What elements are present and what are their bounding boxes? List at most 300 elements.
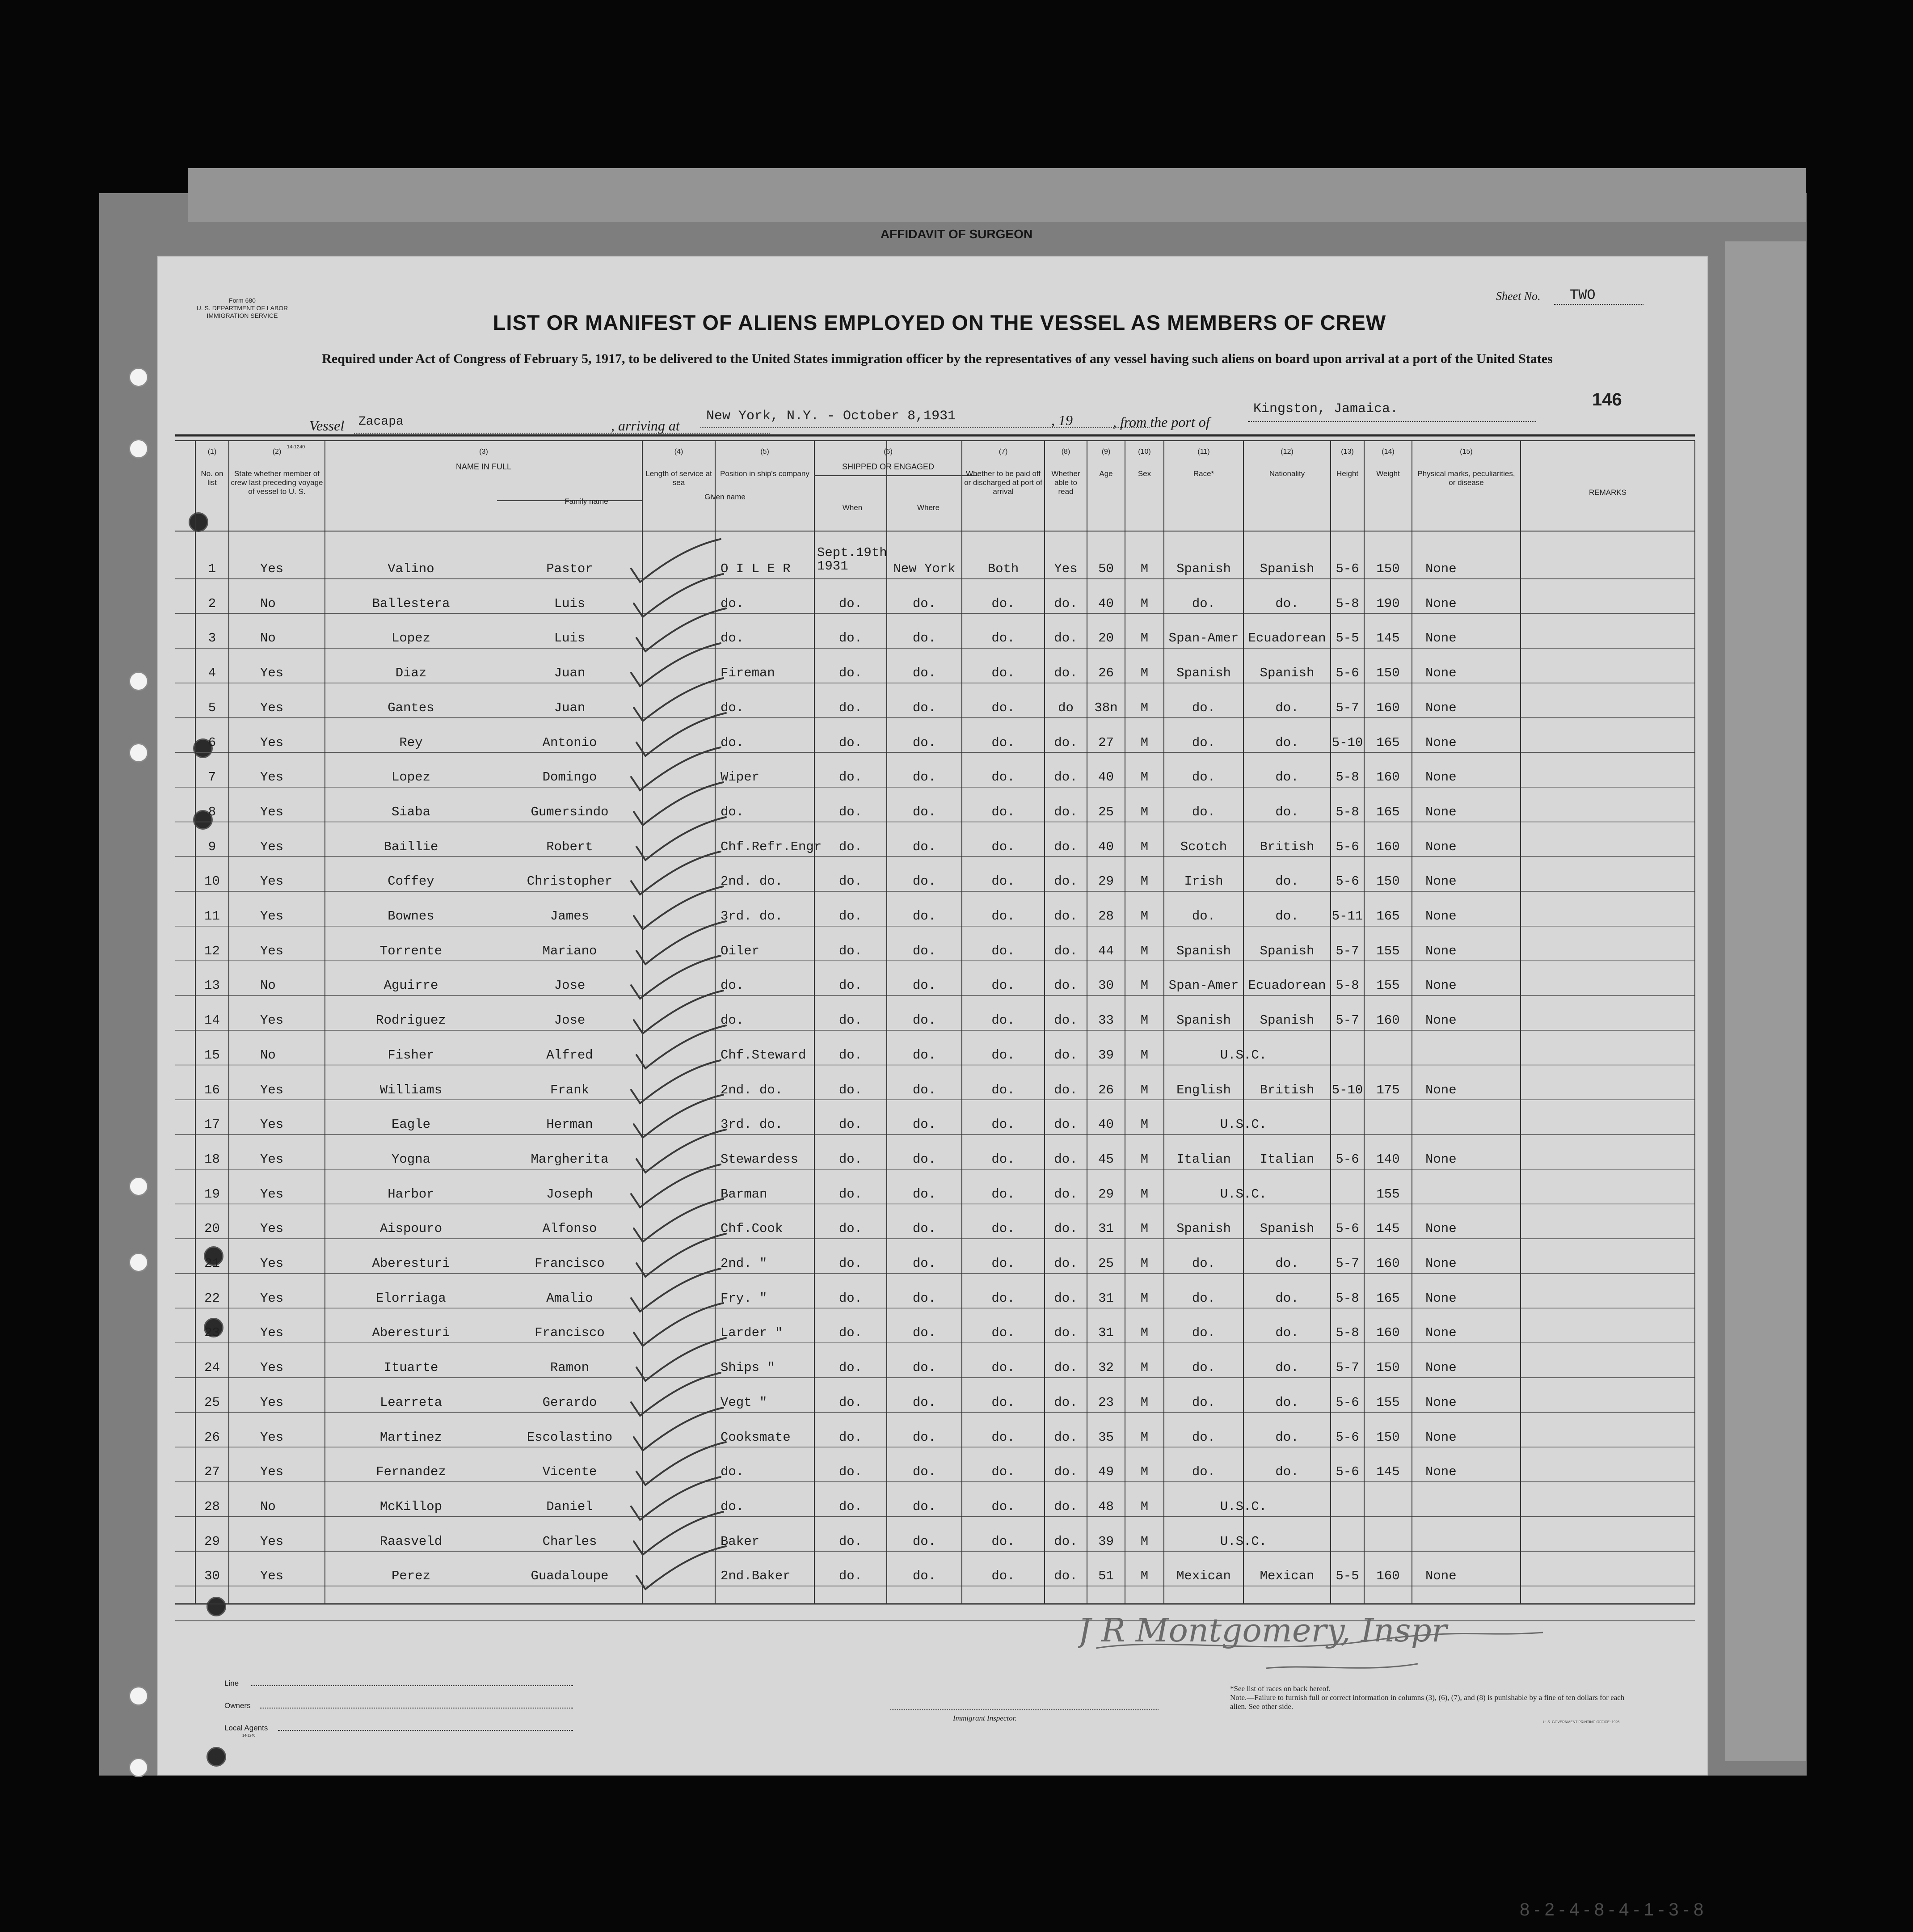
cell-weight: 150 <box>1376 874 1400 889</box>
cell-paid: do. <box>991 1082 1015 1097</box>
column-heading: State whether member of crew last preceding voyage of vessel to U. S. <box>231 469 323 496</box>
cell-where: do. <box>912 1047 936 1063</box>
cell-sex: M <box>1140 735 1149 750</box>
cell-height: 5-6 <box>1336 666 1359 681</box>
cell-race: do. <box>1192 1325 1216 1341</box>
cell-race: do. <box>1192 700 1216 715</box>
service-check-mark <box>628 1544 735 1598</box>
cell-sex: M <box>1140 1256 1149 1271</box>
cell-paid: do. <box>991 1047 1015 1063</box>
cell-given: Robert <box>546 839 593 854</box>
page-number: 146 <box>1592 390 1622 409</box>
cell-prev: Yes <box>260 1186 284 1202</box>
cell-where: do. <box>912 1360 936 1375</box>
cell-prev: Yes <box>260 1325 284 1341</box>
cell-sex: M <box>1140 909 1149 924</box>
manifest-title: LIST OR MANIFEST OF ALIENS EMPLOYED ON THE VESSEL AS MEMBERS OF CREW <box>493 311 1386 334</box>
cell-where: do. <box>912 943 936 958</box>
column-heading: SHIPPED OR ENGAGED <box>842 462 935 471</box>
cell-height: 5-11 <box>1332 909 1363 924</box>
cell-when: do. <box>839 839 863 854</box>
cell-nat: do. <box>1275 1291 1299 1306</box>
cell-when: do. <box>839 1534 863 1549</box>
cell-family: Aberesturi <box>372 1256 450 1271</box>
cell-pos: Fireman <box>721 666 775 681</box>
cell-pos: Fry. " <box>721 1291 767 1306</box>
binder-hole <box>129 671 148 691</box>
cell-weight: 150 <box>1376 561 1400 576</box>
form-identifier <box>193 297 291 320</box>
cell-age: 49 <box>1098 1464 1114 1480</box>
cell-family: Aberesturi <box>372 1325 450 1341</box>
cell-given: Mariano <box>542 943 597 958</box>
cell-family: Raasveld <box>379 1534 442 1549</box>
cell-no: 4 <box>208 666 216 681</box>
cell-age: 23 <box>1098 1395 1114 1410</box>
cell-prev: Yes <box>260 804 284 819</box>
cell-prev: Yes <box>260 1464 284 1480</box>
cell-given: Juan <box>554 666 586 681</box>
cell-race: U.S.C. <box>1220 1047 1267 1063</box>
cell-prev: Yes <box>260 943 284 958</box>
cell-weight: 165 <box>1376 909 1400 924</box>
cell-family: McKillop <box>379 1499 442 1514</box>
back-sheet-right-edge <box>1725 241 1806 1761</box>
cell-sex: M <box>1140 1013 1149 1028</box>
cell-family: Coffey <box>388 874 434 889</box>
cell-paid: do. <box>991 1291 1015 1306</box>
cell-age: 29 <box>1098 874 1114 889</box>
cell-race: Span-Amer <box>1168 978 1239 993</box>
cell-pos: Cooksmate <box>721 1430 791 1445</box>
cell-where: do. <box>912 1117 936 1132</box>
cell-family: Rodriguez <box>376 1013 446 1028</box>
manifest-subtitle: Required under Act of Congress of February 5, 1917, to be delivered to the United States immigration officer by the representatives of any vessel having such aliens on board upon arrival at a port of the United States <box>322 351 1553 366</box>
cell-paid: do. <box>991 735 1015 750</box>
cell-nat: do. <box>1275 770 1299 785</box>
race-note: *See list of races on back hereof. <box>1230 1684 1331 1693</box>
cell-paid: do. <box>991 909 1015 924</box>
cell-pos: 3rd. do. <box>721 909 783 924</box>
department: U. S. DEPARTMENT OF LABOR <box>196 304 288 312</box>
binder-hole <box>129 367 148 387</box>
cell-race: Irish <box>1184 874 1223 889</box>
cell-age: 39 <box>1098 1047 1114 1063</box>
cell-weight: 160 <box>1376 770 1400 785</box>
cell-read: do. <box>1054 839 1078 854</box>
cell-weight: 175 <box>1376 1082 1400 1097</box>
cell-age: 33 <box>1098 1013 1114 1028</box>
cell-height: 5-5 <box>1336 1569 1359 1584</box>
cell-family: Ballestera <box>372 596 450 611</box>
binder-hole <box>206 1597 226 1616</box>
when-subhead: When <box>842 503 863 512</box>
cell-read: do. <box>1054 735 1078 750</box>
cell-family: Fernandez <box>376 1464 446 1480</box>
cell-height: 5-8 <box>1336 596 1359 611</box>
column-number: (6) <box>884 448 893 456</box>
cell-no: 26 <box>204 1430 220 1445</box>
cell-where: do. <box>912 839 936 854</box>
cell-given: Francisco <box>535 1256 605 1271</box>
cell-height: 5-6 <box>1336 1464 1359 1480</box>
cell-nat: Spanish <box>1260 943 1315 958</box>
cell-read: do. <box>1054 1464 1078 1480</box>
cell-height: 5-5 <box>1336 631 1359 646</box>
cell-race: English <box>1176 1082 1231 1097</box>
back-sheet-top-edge <box>188 168 1806 222</box>
cell-paid: do. <box>991 1395 1015 1410</box>
cell-sex: M <box>1140 1395 1149 1410</box>
cell-weight: 160 <box>1376 1569 1400 1584</box>
cell-paid: do. <box>991 1534 1015 1549</box>
cell-pos: Wiper <box>721 770 760 785</box>
cell-marks: None <box>1425 666 1457 681</box>
cell-given: Vicente <box>542 1464 597 1480</box>
cell-where: do. <box>912 735 936 750</box>
cell-no: 9 <box>208 839 216 854</box>
cell-read: do. <box>1054 1569 1078 1584</box>
cell-prev: Yes <box>260 909 284 924</box>
cell-race: do. <box>1192 1430 1216 1445</box>
cell-no: 7 <box>208 770 216 785</box>
cell-where: do. <box>912 1186 936 1202</box>
cell-marks: None <box>1425 839 1457 854</box>
cell-given: Amalio <box>546 1291 593 1306</box>
cell-age: 25 <box>1098 1256 1114 1271</box>
cell-when: do. <box>839 1047 863 1063</box>
cell-when: do. <box>839 1117 863 1132</box>
cell-no: 10 <box>204 874 220 889</box>
cell-when: do. <box>839 1430 863 1445</box>
cell-height: 5-6 <box>1336 1430 1359 1445</box>
cell-weight: 155 <box>1376 1186 1400 1202</box>
cell-family: Fisher <box>388 1047 434 1063</box>
cell-sex: M <box>1140 1360 1149 1375</box>
cell-read: do. <box>1054 1221 1078 1236</box>
cell-sex: M <box>1140 1186 1149 1202</box>
column-number: (1) <box>207 448 217 456</box>
cell-marks: None <box>1425 943 1457 958</box>
cell-paid: do. <box>991 700 1015 715</box>
column-number: (14) <box>1382 448 1395 456</box>
cell-no: 27 <box>204 1464 220 1480</box>
cell-read: do. <box>1054 1395 1078 1410</box>
cell-no: 13 <box>204 978 220 993</box>
sheet-number-label: Sheet No. <box>1496 290 1541 303</box>
cell-no: 2 <box>208 596 216 611</box>
cell-nat: do. <box>1275 874 1299 889</box>
local-agents-label: Local Agents <box>224 1724 268 1732</box>
cell-family: Lopez <box>391 770 430 785</box>
cell-age: 50 <box>1098 561 1114 576</box>
cell-when: do. <box>839 1464 863 1480</box>
cell-when: do. <box>839 1499 863 1514</box>
cell-nat: do. <box>1275 596 1299 611</box>
cell-sex: M <box>1140 978 1149 993</box>
cell-age: 48 <box>1098 1499 1114 1514</box>
cell-weight: 160 <box>1376 839 1400 854</box>
cell-family: Diaz <box>395 666 427 681</box>
cell-where: do. <box>912 1534 936 1549</box>
cell-where: do. <box>912 1221 936 1236</box>
cell-when: do. <box>839 700 863 715</box>
given-name-subhead: Given name <box>704 493 746 501</box>
cell-race: Scotch <box>1180 839 1227 854</box>
cell-where: do. <box>912 666 936 681</box>
cell-sex: M <box>1140 596 1149 611</box>
cell-read: do. <box>1054 804 1078 819</box>
cell-read: do. <box>1054 1047 1078 1063</box>
penalty-note: Note.—Failure to furnish full or correct information in columns (3), (6), (7), and (8) is punishable by a fine of ten dollars for each alien. See other side. <box>1230 1693 1625 1711</box>
cell-given: Jose <box>554 978 586 993</box>
signature-name: J R Montgomery, Inspr <box>1078 1611 1447 1649</box>
cell-weight: 155 <box>1376 943 1400 958</box>
cell-where: do. <box>912 1082 936 1097</box>
cell-family: Learreta <box>379 1395 442 1410</box>
cell-marks: None <box>1425 700 1457 715</box>
cell-read: do. <box>1054 1499 1078 1514</box>
cell-given: Margherita <box>531 1152 609 1167</box>
cell-race: U.S.C. <box>1220 1534 1267 1549</box>
cell-nat: Spanish <box>1260 666 1315 681</box>
cell-no: 18 <box>204 1152 220 1167</box>
cell-marks: None <box>1425 1256 1457 1271</box>
local-agents-field <box>278 1730 573 1731</box>
cell-nat: British <box>1260 1082 1315 1097</box>
cell-family: Gantes <box>388 700 434 715</box>
cell-prev: Yes <box>260 1256 284 1271</box>
cell-pos: 3rd. do. <box>721 1117 783 1132</box>
cell-race: Spanish <box>1176 561 1231 576</box>
cell-read: do <box>1058 700 1074 715</box>
cell-weight: 145 <box>1376 631 1400 646</box>
cell-height: 5-6 <box>1336 1395 1359 1410</box>
cell-when: do. <box>839 1013 863 1028</box>
cell-read: do. <box>1054 1291 1078 1306</box>
family-name-subhead: Family name <box>565 497 608 506</box>
cell-prev: Yes <box>260 1395 284 1410</box>
cell-read: do. <box>1054 1325 1078 1341</box>
cell-given: Alfonso <box>542 1221 597 1236</box>
cell-given: Guadaloupe <box>531 1569 609 1584</box>
cell-no: 22 <box>204 1291 220 1306</box>
cell-family: Siaba <box>391 804 430 819</box>
cell-no: 11 <box>204 909 220 924</box>
cell-weight: 150 <box>1376 666 1400 681</box>
cell-paid: do. <box>991 804 1015 819</box>
manifest-sheet <box>157 256 1708 1776</box>
cell-nat: do. <box>1275 735 1299 750</box>
cell-weight: 145 <box>1376 1464 1400 1480</box>
cell-nat: British <box>1260 839 1315 854</box>
cell-nat: do. <box>1275 1464 1299 1480</box>
cell-read: do. <box>1054 978 1078 993</box>
column-heading: Nationality <box>1269 469 1305 478</box>
cell-age: 27 <box>1098 735 1114 750</box>
cell-family: Martinez <box>379 1430 442 1445</box>
cell-nat: do. <box>1275 804 1299 819</box>
cell-read: do. <box>1054 631 1078 646</box>
cell-family: Williams <box>379 1082 442 1097</box>
cell-nat: do. <box>1275 909 1299 924</box>
cell-pos: Stewardess <box>721 1152 799 1167</box>
cell-when: do. <box>839 1082 863 1097</box>
cell-race: do. <box>1192 909 1216 924</box>
from-port-label: , from the port of <box>1113 414 1210 430</box>
cell-race: Spanish <box>1176 666 1231 681</box>
cell-paid: do. <box>991 1360 1015 1375</box>
cell-age: 29 <box>1098 1186 1114 1202</box>
cell-sex: M <box>1140 1291 1149 1306</box>
service: IMMIGRATION SERVICE <box>206 312 278 319</box>
cell-given: Pastor <box>546 561 593 576</box>
cell-age: 20 <box>1098 631 1114 646</box>
cell-height: 5-7 <box>1336 1256 1359 1271</box>
cell-where: do. <box>912 1291 936 1306</box>
cell-no: 6 <box>208 735 216 750</box>
cell-race: do. <box>1192 804 1216 819</box>
cell-marks: None <box>1425 804 1457 819</box>
cell-family: Yogna <box>391 1152 430 1167</box>
cell-family: Perez <box>391 1569 430 1584</box>
arriving-port-date: New York, N.Y. - October 8,1931 <box>706 409 956 424</box>
cell-read: do. <box>1054 596 1078 611</box>
cell-nat: do. <box>1275 1325 1299 1341</box>
cell-sex: M <box>1140 1325 1149 1341</box>
cell-age: 26 <box>1098 666 1114 681</box>
cell-sex: M <box>1140 666 1149 681</box>
cell-marks: None <box>1425 770 1457 785</box>
cell-paid: do. <box>991 1256 1015 1271</box>
cell-paid: do. <box>991 596 1015 611</box>
cell-when: do. <box>839 1395 863 1410</box>
cell-height: 5-7 <box>1336 1360 1359 1375</box>
cell-race: Spanish <box>1176 1013 1231 1028</box>
arriving-label: , arriving at <box>611 418 680 434</box>
cell-age: 40 <box>1098 770 1114 785</box>
binder-hole <box>129 743 148 763</box>
cell-given: Antonio <box>542 735 597 750</box>
cell-read: Yes <box>1054 561 1078 576</box>
cell-marks: None <box>1425 735 1457 750</box>
local-agents-code: 14-1240 <box>242 1734 256 1738</box>
cell-pos: Vegt " <box>721 1395 767 1410</box>
form-code: 14-1240 <box>287 444 305 450</box>
binder-hole <box>189 512 208 532</box>
cell-race: do. <box>1192 1256 1216 1271</box>
cell-prev: Yes <box>260 1082 284 1097</box>
cell-nat: Mexican <box>1260 1569 1315 1584</box>
cell-where: do. <box>912 1569 936 1584</box>
cell-given: Daniel <box>546 1499 593 1514</box>
cell-no: 28 <box>204 1499 220 1514</box>
cell-where: do. <box>912 978 936 993</box>
cell-where: do. <box>912 1256 936 1271</box>
line-field <box>251 1685 573 1686</box>
column-number: (15) <box>1460 448 1473 456</box>
column-number: (13) <box>1341 448 1354 456</box>
cell-age: 38n <box>1094 700 1118 715</box>
cell-weight: 190 <box>1376 596 1400 611</box>
cell-age: 44 <box>1098 943 1114 958</box>
cell-read: do. <box>1054 666 1078 681</box>
cell-nat: Spanish <box>1260 561 1315 576</box>
cell-age: 26 <box>1098 1082 1114 1097</box>
cell-no: 30 <box>204 1569 220 1584</box>
cell-prev: No <box>260 978 276 993</box>
cell-where: do. <box>912 1499 936 1514</box>
column-heading: Age <box>1099 469 1113 478</box>
cell-marks: None <box>1425 1221 1457 1236</box>
cell-weight: 145 <box>1376 1221 1400 1236</box>
binder-hole <box>129 1253 148 1272</box>
binder-hole <box>129 439 148 459</box>
column-number: (9) <box>1101 448 1111 456</box>
cell-prev: Yes <box>260 735 284 750</box>
cell-given: Luis <box>554 631 586 646</box>
column-number: (12) <box>1281 448 1294 456</box>
sheet-number-line <box>1554 304 1643 305</box>
from-port-line <box>1248 421 1536 422</box>
cell-where: do. <box>912 596 936 611</box>
cell-read: do. <box>1054 1186 1078 1202</box>
column-number: (4) <box>674 448 683 456</box>
cell-family: Harbor <box>388 1186 434 1202</box>
cell-paid: do. <box>991 1117 1015 1132</box>
cell-no: 20 <box>204 1221 220 1236</box>
cell-marks: None <box>1425 1569 1457 1584</box>
cell-sex: M <box>1140 1430 1149 1445</box>
cell-marks: None <box>1425 1464 1457 1480</box>
cell-prev: Yes <box>260 1152 284 1167</box>
cell-read: do. <box>1054 909 1078 924</box>
column-heading: REMARKS <box>1589 488 1627 497</box>
cell-family: Bownes <box>388 909 434 924</box>
cell-given: Ramon <box>550 1360 589 1375</box>
arriving-line <box>700 427 1150 428</box>
cell-pos: do. <box>721 978 744 993</box>
cell-where: do. <box>912 874 936 889</box>
cell-pos: 2nd. do. <box>721 1082 783 1097</box>
cell-sex: M <box>1140 839 1149 854</box>
cell-pos: Chf.Refr.Engr <box>721 839 822 854</box>
cell-when: do. <box>839 770 863 785</box>
cell-when: do. <box>839 1186 863 1202</box>
cell-paid: do. <box>991 1464 1015 1480</box>
cell-paid: do. <box>991 1499 1015 1514</box>
cell-height: 5-10 <box>1332 735 1363 750</box>
cell-nat: Spanish <box>1260 1013 1315 1028</box>
cell-age: 40 <box>1098 1117 1114 1132</box>
cell-pos: do. <box>721 1013 744 1028</box>
vessel-name: Zacapa <box>358 415 404 429</box>
cell-marks: None <box>1425 1325 1457 1341</box>
cell-race: U.S.C. <box>1220 1499 1267 1514</box>
cell-pos: Baker <box>721 1534 760 1549</box>
column-heading: No. on list <box>201 469 223 487</box>
cell-age: 40 <box>1098 596 1114 611</box>
cell-paid: do. <box>991 666 1015 681</box>
cell-family: Torrente <box>379 943 442 958</box>
cell-no: 25 <box>204 1395 220 1410</box>
cell-marks: None <box>1425 1360 1457 1375</box>
cell-pos: Larder " <box>721 1325 783 1341</box>
cell-nat: do. <box>1275 1360 1299 1375</box>
cell-given: Luis <box>554 596 586 611</box>
cell-marks: None <box>1425 1430 1457 1445</box>
cell-paid: do. <box>991 1013 1015 1028</box>
